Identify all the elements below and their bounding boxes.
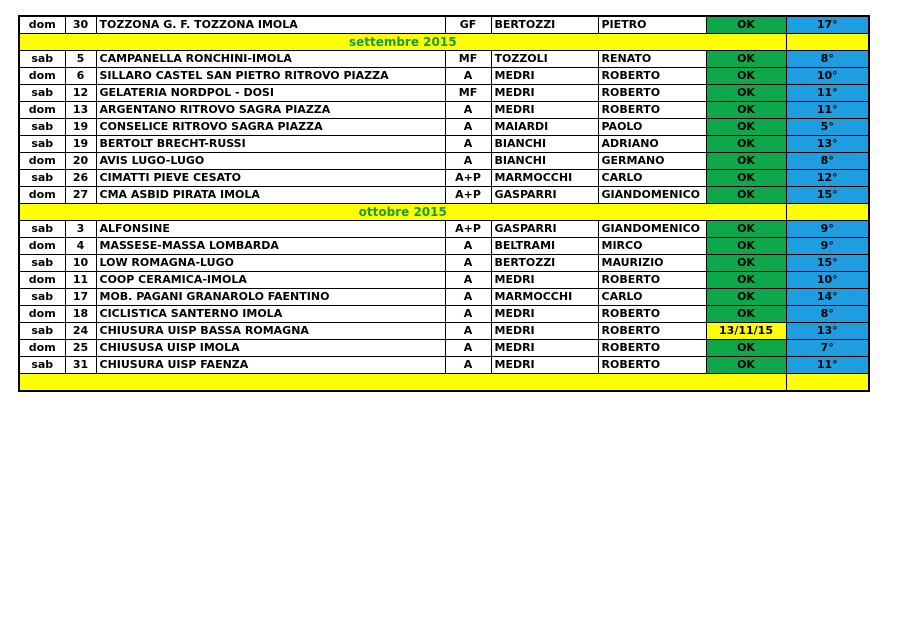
category-cell: A	[445, 357, 491, 374]
day-cell: dom	[19, 306, 65, 323]
category-cell: A	[445, 238, 491, 255]
surname-cell: MARMOCCHI	[491, 170, 598, 187]
month-end-cell	[786, 204, 869, 221]
surname-cell: GASPARRI	[491, 221, 598, 238]
first-name-cell: GERMANO	[598, 153, 706, 170]
table-row	[19, 187, 869, 204]
table-body	[19, 16, 869, 391]
status-cell: OK	[706, 170, 786, 187]
date-number-cell: 24	[65, 323, 96, 340]
race-name-cell: BERTOLT BRECHT-RUSSI	[96, 136, 445, 153]
first-name-cell: ROBERTO	[598, 85, 706, 102]
day-cell: dom	[19, 16, 65, 34]
status-cell: OK	[706, 357, 786, 374]
surname-cell: MEDRI	[491, 357, 598, 374]
category-cell: A	[445, 136, 491, 153]
status-cell: OK	[706, 306, 786, 323]
category-cell: A	[445, 153, 491, 170]
first-name-cell: PAOLO	[598, 119, 706, 136]
status-cell: OK	[706, 16, 786, 34]
date-number-cell: 20	[65, 153, 96, 170]
table-row	[19, 170, 869, 187]
first-name-cell: MIRCO	[598, 238, 706, 255]
day-cell: dom	[19, 68, 65, 85]
date-number-cell: 6	[65, 68, 96, 85]
position-cell: 17°	[786, 16, 869, 34]
month-header-row	[19, 374, 869, 392]
status-cell: OK	[706, 51, 786, 68]
date-number-cell: 19	[65, 119, 96, 136]
status-cell: OK	[706, 289, 786, 306]
position-cell: 14°	[786, 289, 869, 306]
first-name-cell: ROBERTO	[598, 306, 706, 323]
date-number-cell: 18	[65, 306, 96, 323]
table-row	[19, 85, 869, 102]
surname-cell: MEDRI	[491, 340, 598, 357]
race-name-cell: CHIUSUSA UISP IMOLA	[96, 340, 445, 357]
position-cell: 9°	[786, 221, 869, 238]
surname-cell: BIANCHI	[491, 153, 598, 170]
status-cell: OK	[706, 187, 786, 204]
position-cell: 11°	[786, 357, 869, 374]
first-name-cell: CARLO	[598, 289, 706, 306]
table-row	[19, 102, 869, 119]
status-cell: OK	[706, 85, 786, 102]
race-name-cell: TOZZONA G. F. TOZZONA IMOLA	[96, 16, 445, 34]
category-cell: A+P	[445, 187, 491, 204]
position-cell: 8°	[786, 51, 869, 68]
date-number-cell: 10	[65, 255, 96, 272]
first-name-cell: ROBERTO	[598, 68, 706, 85]
position-cell: 15°	[786, 255, 869, 272]
day-cell: sab	[19, 255, 65, 272]
day-cell: sab	[19, 221, 65, 238]
category-cell: A	[445, 340, 491, 357]
race-name-cell: CIMATTI PIEVE CESATO	[96, 170, 445, 187]
table-row	[19, 68, 869, 85]
category-cell: MF	[445, 51, 491, 68]
surname-cell: MAIARDI	[491, 119, 598, 136]
table-row	[19, 272, 869, 289]
day-cell: dom	[19, 102, 65, 119]
date-number-cell: 19	[65, 136, 96, 153]
race-name-cell: CICLISTICA SANTERNO IMOLA	[96, 306, 445, 323]
date-number-cell: 13	[65, 102, 96, 119]
category-cell: A	[445, 272, 491, 289]
first-name-cell: MAURIZIO	[598, 255, 706, 272]
month-header-row	[19, 204, 869, 221]
position-cell: 13°	[786, 136, 869, 153]
status-cell: OK	[706, 102, 786, 119]
category-cell: A	[445, 323, 491, 340]
table-row	[19, 289, 869, 306]
position-cell: 9°	[786, 238, 869, 255]
surname-cell: MEDRI	[491, 306, 598, 323]
table-row	[19, 136, 869, 153]
status-cell: OK	[706, 136, 786, 153]
race-name-cell: SILLARO CASTEL SAN PIETRO RITROVO PIAZZA	[96, 68, 445, 85]
surname-cell: MEDRI	[491, 102, 598, 119]
status-cell: 13/11/15	[706, 323, 786, 340]
table-row	[19, 357, 869, 374]
race-name-cell: ALFONSINE	[96, 221, 445, 238]
first-name-cell: ADRIANO	[598, 136, 706, 153]
surname-cell: MEDRI	[491, 68, 598, 85]
race-name-cell: CONSELICE RITROVO SAGRA PIAZZA	[96, 119, 445, 136]
table-row	[19, 238, 869, 255]
category-cell: A	[445, 119, 491, 136]
day-cell: dom	[19, 187, 65, 204]
category-cell: A+P	[445, 221, 491, 238]
day-cell: sab	[19, 51, 65, 68]
race-name-cell: CAMPANELLA RONCHINI-IMOLA	[96, 51, 445, 68]
category-cell: A	[445, 102, 491, 119]
month-label: ottobre 2015	[19, 204, 786, 221]
date-number-cell: 30	[65, 16, 96, 34]
first-name-cell: RENATO	[598, 51, 706, 68]
surname-cell: TOZZOLI	[491, 51, 598, 68]
first-name-cell: GIANDOMENICO	[598, 187, 706, 204]
table-row	[19, 255, 869, 272]
date-number-cell: 12	[65, 85, 96, 102]
position-cell: 5°	[786, 119, 869, 136]
status-cell: OK	[706, 340, 786, 357]
race-name-cell: AVIS LUGO-LUGO	[96, 153, 445, 170]
day-cell: sab	[19, 289, 65, 306]
date-number-cell: 3	[65, 221, 96, 238]
race-name-cell: LOW ROMAGNA-LUGO	[96, 255, 445, 272]
table-row	[19, 323, 869, 340]
position-cell: 7°	[786, 340, 869, 357]
date-number-cell: 5	[65, 51, 96, 68]
status-cell: OK	[706, 255, 786, 272]
day-cell: sab	[19, 85, 65, 102]
race-name-cell: GELATERIA NORDPOL - DOSI	[96, 85, 445, 102]
first-name-cell: ROBERTO	[598, 102, 706, 119]
position-cell: 15°	[786, 187, 869, 204]
day-cell: sab	[19, 170, 65, 187]
race-name-cell: MOB. PAGANI GRANAROLO FAENTINO	[96, 289, 445, 306]
date-number-cell: 31	[65, 357, 96, 374]
table-row	[19, 16, 869, 34]
month-end-cell	[786, 34, 869, 51]
status-cell: OK	[706, 153, 786, 170]
position-cell: 13°	[786, 323, 869, 340]
surname-cell: MEDRI	[491, 323, 598, 340]
surname-cell: MARMOCCHI	[491, 289, 598, 306]
category-cell: GF	[445, 16, 491, 34]
race-name-cell: MASSESE-MASSA LOMBARDA	[96, 238, 445, 255]
month-label: settembre 2015	[19, 34, 786, 51]
date-number-cell: 17	[65, 289, 96, 306]
date-number-cell: 25	[65, 340, 96, 357]
surname-cell: MEDRI	[491, 85, 598, 102]
position-cell: 10°	[786, 272, 869, 289]
day-cell: sab	[19, 119, 65, 136]
date-number-cell: 26	[65, 170, 96, 187]
day-cell: sab	[19, 357, 65, 374]
category-cell: A	[445, 68, 491, 85]
status-cell: OK	[706, 272, 786, 289]
day-cell: dom	[19, 153, 65, 170]
first-name-cell: ROBERTO	[598, 323, 706, 340]
position-cell: 11°	[786, 102, 869, 119]
table-row	[19, 306, 869, 323]
first-name-cell: ROBERTO	[598, 357, 706, 374]
first-name-cell: PIETRO	[598, 16, 706, 34]
status-cell: OK	[706, 221, 786, 238]
position-cell: 12°	[786, 170, 869, 187]
day-cell: dom	[19, 238, 65, 255]
category-cell: A+P	[445, 170, 491, 187]
race-name-cell: CMA ASBID PIRATA IMOLA	[96, 187, 445, 204]
table-row	[19, 221, 869, 238]
first-name-cell: GIANDOMENICO	[598, 221, 706, 238]
status-cell: OK	[706, 68, 786, 85]
date-number-cell: 27	[65, 187, 96, 204]
position-cell: 8°	[786, 153, 869, 170]
table-row	[19, 51, 869, 68]
race-name-cell: COOP CERAMICA-IMOLA	[96, 272, 445, 289]
race-name-cell: CHIUSURA UISP FAENZA	[96, 357, 445, 374]
surname-cell: GASPARRI	[491, 187, 598, 204]
surname-cell: MEDRI	[491, 272, 598, 289]
position-cell: 8°	[786, 306, 869, 323]
first-name-cell: ROBERTO	[598, 340, 706, 357]
day-cell: sab	[19, 323, 65, 340]
surname-cell: BERTOZZI	[491, 255, 598, 272]
status-cell: OK	[706, 238, 786, 255]
first-name-cell: ROBERTO	[598, 272, 706, 289]
category-cell: A	[445, 306, 491, 323]
category-cell: A	[445, 289, 491, 306]
race-results-table	[18, 15, 870, 392]
position-cell: 11°	[786, 85, 869, 102]
surname-cell: BERTOZZI	[491, 16, 598, 34]
day-cell: sab	[19, 136, 65, 153]
month-header-row	[19, 34, 869, 51]
month-label	[19, 374, 786, 392]
position-cell: 10°	[786, 68, 869, 85]
date-number-cell: 11	[65, 272, 96, 289]
table-row	[19, 119, 869, 136]
surname-cell: BELTRAMI	[491, 238, 598, 255]
race-name-cell: CHIUSURA UISP BASSA ROMAGNA	[96, 323, 445, 340]
table-row	[19, 153, 869, 170]
month-end-cell	[786, 374, 869, 392]
category-cell: A	[445, 255, 491, 272]
date-number-cell: 4	[65, 238, 96, 255]
day-cell: dom	[19, 340, 65, 357]
status-cell: OK	[706, 119, 786, 136]
race-name-cell: ARGENTANO RITROVO SAGRA PIAZZA	[96, 102, 445, 119]
first-name-cell: CARLO	[598, 170, 706, 187]
day-cell: dom	[19, 272, 65, 289]
surname-cell: BIANCHI	[491, 136, 598, 153]
table-row	[19, 340, 869, 357]
category-cell: MF	[445, 85, 491, 102]
